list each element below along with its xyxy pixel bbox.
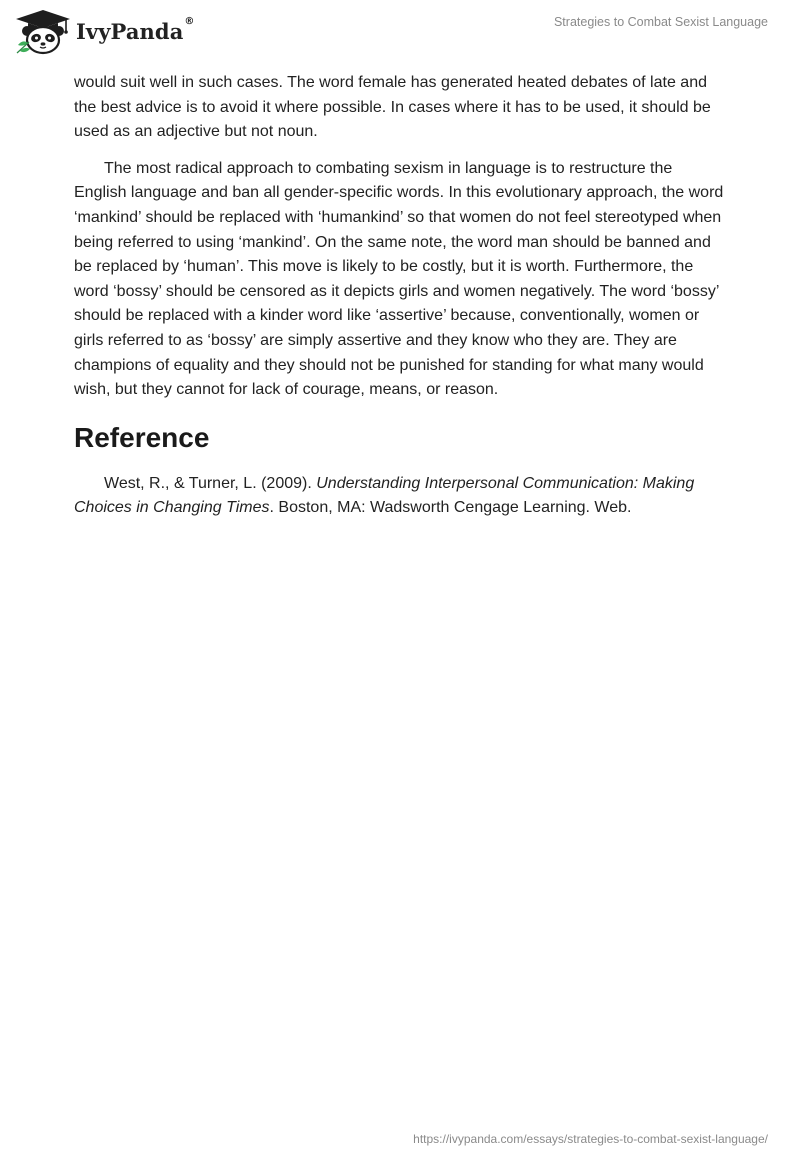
- reference-authors: West, R., & Turner, L. (2009).: [104, 474, 317, 492]
- reference-entry: [74, 472, 726, 521]
- essay-content: [74, 71, 726, 533]
- registered-mark: ®: [184, 15, 195, 27]
- page-header: [0, 0, 800, 64]
- paragraph-continued: would suit well in such cases. The word female has generated heated debates of late and the best advice is to avoid it where possible. In cases where it has to be used, it should be used as an adjective but not noun.: [74, 74, 711, 141]
- reference-publisher: . Boston, MA: Wadsworth Cengage Learning. Web.: [269, 499, 632, 517]
- reference-title: Understanding Interpersonal Communication: Making Choices in Changing Times: [74, 474, 695, 517]
- panda-graduate-icon: [14, 9, 72, 55]
- document-title: Strategies to Combat Sexist Language: [553, 15, 768, 29]
- source-url-link[interactable]: https://ivypanda.com/essays/strategies-to-combat-sexist-language/: [413, 1132, 768, 1146]
- logo-wordmark: IvyPanda®: [76, 15, 195, 44]
- ivypanda-logo[interactable]: [14, 8, 195, 56]
- reference-heading: Reference: [74, 421, 210, 453]
- paragraph-radical-approach: The most radical approach to combating sexism in language is to restructure the English language and ban all gender-specific words. In this evolutionary approach, the word ‘mankind’ should be replaced with ‘humankind’ so that women do not feel stereotyped when being referred to using ‘mankind’. On the same note, the word man should be banned and be replaced by ‘human’. This move is likely to be costly, but it is worth. Furthermore, the word ‘bossy’ should be censored as it depicts girls and women negatively. The word ‘bossy’ should be replaced with a kinder word like ‘assertive’ because, conventionally, women or girls referred to as ‘bossy’ are simply assertive and they know who they are. They are champions of equality and they should not be punished for standing for what many would wish, but they cannot for lack of courage, means, or reason.: [74, 159, 724, 399]
